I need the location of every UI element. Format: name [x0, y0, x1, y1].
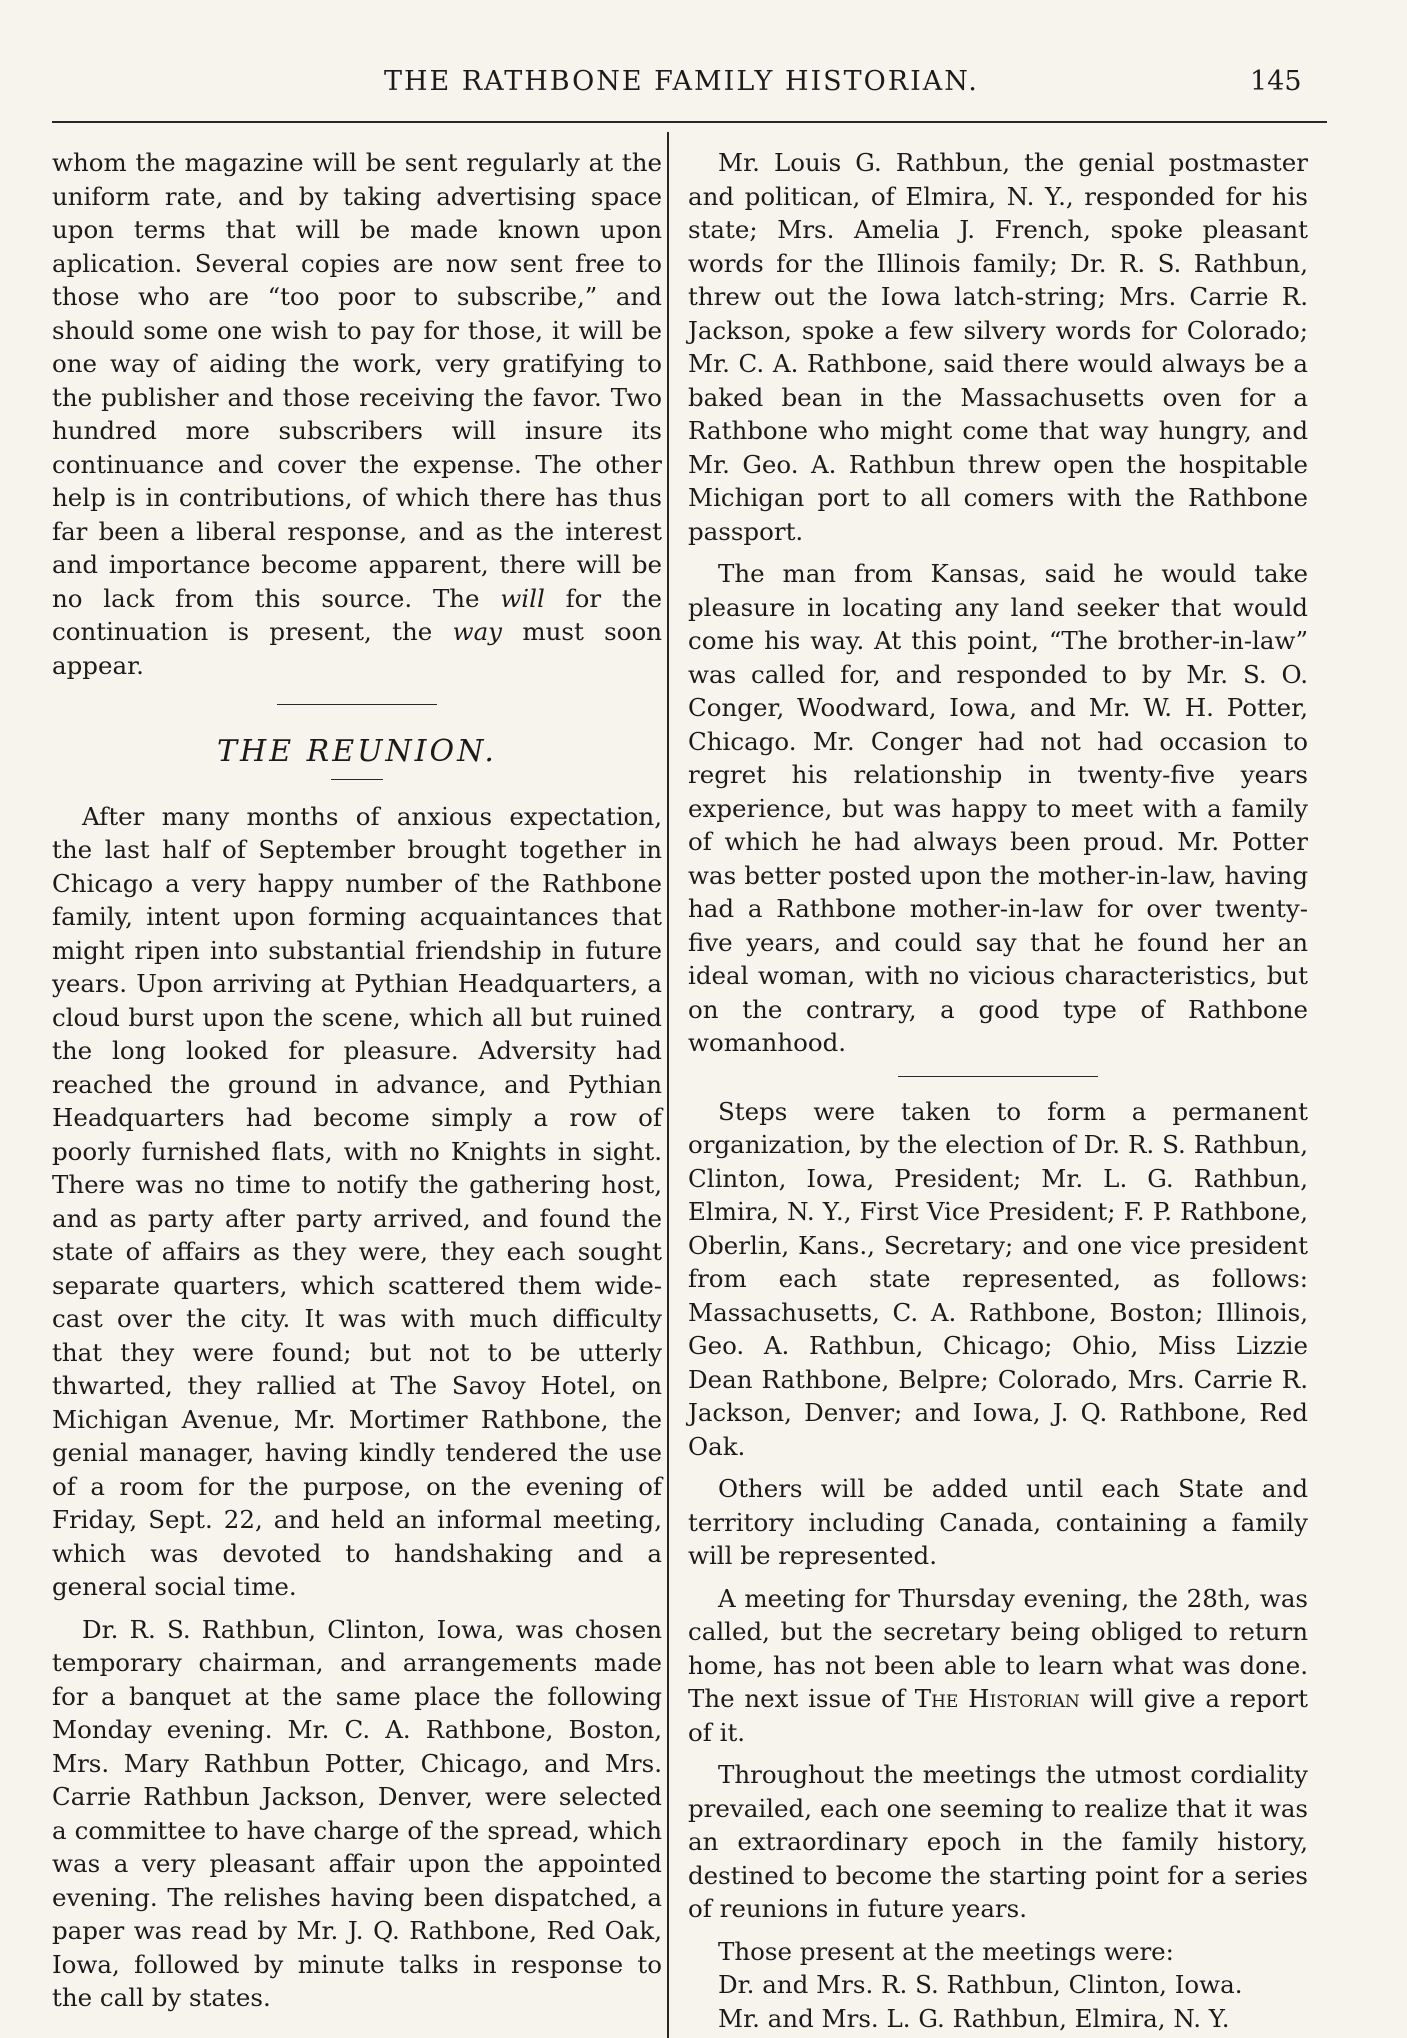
others-paragraph: Others will be added until each State and territory including Canada, containing a family will be represented.	[688, 1474, 1308, 1570]
section-title: THE REUNION.	[217, 734, 497, 769]
states-paragraph: Mr. Louis G. Rathbun, the genial postmaster and politican, of Elmira, N. Y., responded for his state; Mrs. Amelia J. French, spoke pleasant words for the Illinois family; Dr. R. S. Rathbun, threw out the Iowa latch-string; Mrs. Carrie R. Jackson, spoke a few silvery words for Colorado; Mr. C. A. Rathbone, said there would always be a baked bean in the Massachusetts oven for a Rathbone who might come that way hungry, and Mr. Geo. A. Rathbun threw open the hospitable Michigan port to all comers with the Rathbone passport.	[688, 148, 1308, 546]
meeting-text: A meeting for Thursday evening, the 28th, was called, but the secretary being obliged to return home, has not been able to learn what was done. The next issue of	[688, 1583, 1308, 1713]
intro-middle: for the continuation is present, the	[52, 583, 662, 646]
historian-name: The Historian	[914, 1684, 1080, 1713]
running-header	[0, 66, 1407, 112]
kansas-paragraph: The man from Kansas, said he would take pleasure in locating any land seeker that would come his way. At this point, “The brother-in-law” was called for, and responded to by Mr. S. O. Conger, Woodward, Iowa, and Mr. W. H. Potter, Chicago. Mr. Conger had not had occasion to regret his relationship in twenty-five years experience, but was happy to meet with a family of which he had always been proud. Mr. Potter was better posted upon the mother-in-law, having had a Rathbone mother-in-law for over twenty-five years, and could say that he found her an ideal woman, with no vicious characteristics, but on the contrary, a good type of Rathbone womanhood.	[688, 559, 1308, 1057]
intro-text: whom the magazine will be sent regularly at the uniform rate, and by taking advertising space upon terms that will be made known upon aplication. Several copies are now sent free to those who are “too poor to subscribe,” and should some one wish to pay for those, it will be one way of aiding the work, very gratifying to the publisher and those receiving the favor. Two hundred more subscribers will insure its continuance and cover the expense. The other help is in contributions, of which there has thus far been a liberal response, and as the interest and importance become apparent, there will be no lack from this source. The	[52, 148, 662, 613]
page-number: 145	[1250, 66, 1302, 97]
section-divider	[277, 704, 437, 705]
intro-way: way	[452, 617, 503, 646]
intro-end: must soon appear.	[52, 617, 662, 680]
right-column	[688, 146, 1308, 2035]
column-divider	[667, 132, 669, 2038]
attendee-item: Dr. and Mrs. R. S. Rathbun, Clinton, Iowa.	[718, 1970, 1243, 1999]
header-rule	[52, 121, 1327, 123]
title-underline	[331, 779, 383, 780]
attendees-list	[688, 1968, 1308, 2035]
intro-paragraph	[52, 146, 662, 682]
attendees-heading: Those present at the meetings were:	[718, 1936, 1174, 1966]
reunion-paragraph-2: Dr. R. S. Rathbun, Clinton, Iowa, was chosen temporary chairman, and arrangements made for a banquet at the same place the following Monday evening. Mr. C. A. Rathbone, Boston, Mrs. Mary Rathbun Potter, Chicago, and Mrs. Carrie Rathbun Jackson, Denver, were selected a committee to have charge of the spread, which was a very pleasant affair upon the appointed evening. The relishes having been dispatched, a paper was read by Mr. J. Q. Rathbone, Red Oak, Iowa, followed by minute talks in response to the call by states.	[52, 1614, 662, 2012]
running-title: THE RATHBONE FAMILY HISTORIAN.	[384, 66, 979, 97]
left-column	[52, 146, 662, 2015]
attendee-item: Mr. and Mrs. L. G. Rathbun, Elmira, N. Y.	[718, 2003, 1230, 2033]
section-divider	[898, 1076, 1098, 1077]
meeting-paragraph	[688, 1582, 1308, 1750]
intro-will: will	[500, 583, 545, 613]
reunion-paragraph-1: After many months of anxious expectation, the last half of September brought together in Chicago a very happy number of the Rathbone family, intent upon forming acquaintances that might ripen into substantial friendship in future years. Upon arriving at Pythian Headquarters, a cloud burst upon the scene, which all but ruined the long looked for pleasure. Adversity had reached the ground in advance, and Pythian Headquarters had become simply a row of poorly furnished flats, with no Knights in sight. There was no time to notify the gathering host, and as party after party arrived, and found the state of affairs as they were, they each sought separate quarters, which scattered them wide-cast over the city. It was with much difficulty that they were found; but not to be utterly thwarted, they rallied at The Savoy Hotel, on Michigan Avenue, Mr. Mortimer Rathbone, the genial manager, having kindly tendered the use of a room for the purpose, on the evening of Friday, Sept. 22, and held an informal meeting, which was devoted to handshaking and a general social time.	[52, 801, 662, 1601]
organization-paragraph: Steps were taken to form a permanent organization, by the election of Dr. R. S. Rathbun, Clinton, Iowa, President; Mr. L. G. Rathbun, Elmira, N. Y., First Vice President; F. P. Rathbone, Oberlin, Kans., Secretary; and one vice president from each state represented, as follows: Massachusetts, C. A. Rathbone, Boston; Illinois, Geo. A. Rathbun, Chicago; Ohio, Miss Lizzie Dean Rathbone, Belpre; Colorado, Mrs. Carrie R. Jackson, Denver; and Iowa, J. Q. Rathbone, Red Oak.	[688, 1096, 1308, 1461]
cordiality-paragraph: Throughout the meetings the utmost cordiality prevailed, each one seeming to realize that it was an extraordinary epoch in the family history, destined to become the starting point for a series of reunions in future years.	[688, 1760, 1308, 1923]
meeting-end: will give a report of it.	[688, 1684, 1308, 1747]
